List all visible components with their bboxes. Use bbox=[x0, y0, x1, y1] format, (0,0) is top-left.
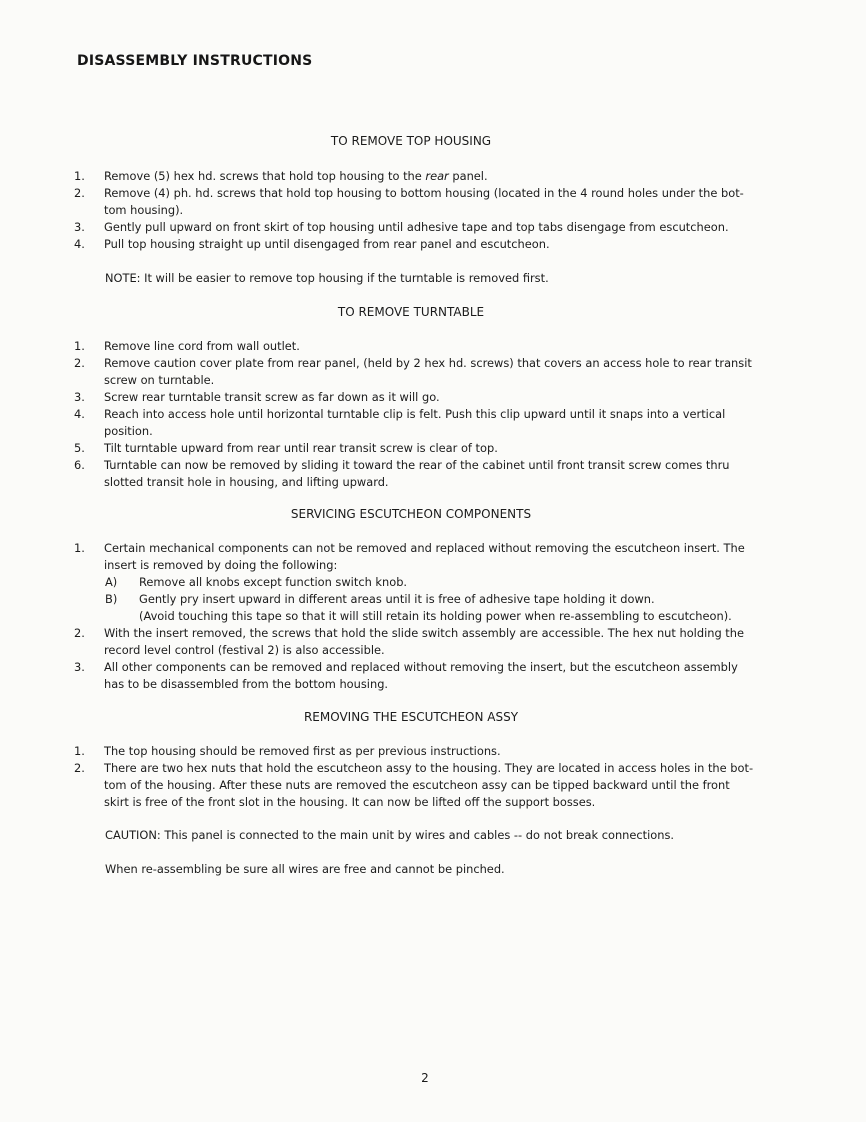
item-text: Remove caution cover plate from rear panel, (held by 2 hex hd. screws) that covers an access hole to rear transit screw on turntable. bbox=[104, 356, 752, 387]
list-item bbox=[74, 168, 754, 185]
item-number: 2. bbox=[74, 761, 85, 775]
list-item bbox=[74, 355, 754, 389]
item-number: 1. bbox=[74, 169, 85, 183]
section-heading-servicing-escutcheon: SERVICING ESCUTCHEON COMPONENTS bbox=[290, 507, 532, 521]
item-text: Turntable can now be removed by sliding it toward the rear of the cabinet until front transit screw comes thru slotted transit hole in housing, and lifting upward. bbox=[104, 458, 730, 489]
item-text: Tilt turntable upward from rear until rear transit screw is clear of top. bbox=[104, 441, 498, 455]
list-item bbox=[74, 760, 754, 811]
item-number: 5. bbox=[74, 441, 85, 455]
item-number: 6. bbox=[74, 458, 85, 472]
item-number: 4. bbox=[74, 407, 85, 421]
list-item bbox=[74, 540, 754, 574]
item-number: 3. bbox=[74, 660, 85, 674]
item-text: Remove (4) ph. hd. screws that hold top housing to bottom housing (located in the 4 round holes under the bot-tom housing). bbox=[104, 186, 744, 217]
list-item bbox=[74, 743, 754, 760]
section-heading-removing-escutcheon-assy: REMOVING THE ESCUTCHEON ASSY bbox=[303, 710, 519, 724]
item-text: With the insert removed, the screws that hold the slide switch assembly are accessible. The hex nut holding the record level control (festival 2) is also accessible. bbox=[104, 626, 744, 657]
list-item bbox=[74, 440, 754, 457]
item-number: 1. bbox=[74, 339, 85, 353]
sub-item-text: Remove all knobs except function switch knob. bbox=[139, 575, 408, 589]
final-note-text: When re-assembling be sure all wires are free and cannot be pinched. bbox=[105, 862, 505, 876]
item-text: Pull top housing straight up until disengaged from rear panel and escutcheon. bbox=[104, 237, 550, 251]
sub-item-label: A) bbox=[105, 575, 118, 589]
list-item bbox=[74, 406, 754, 440]
item-number: 2. bbox=[74, 356, 85, 370]
sub-note-text: (Avoid touching this tape so that it will still retain its holding power when re-assembling to escutcheon). bbox=[139, 609, 732, 623]
item-text: Remove line cord from wall outlet. bbox=[104, 339, 300, 353]
sub-item-label: B) bbox=[105, 592, 118, 606]
item-number: 2. bbox=[74, 626, 85, 640]
section-heading-remove-turntable: TO REMOVE TURNTABLE bbox=[337, 305, 485, 319]
list-item bbox=[74, 659, 754, 693]
item-text: Gently pull upward on front skirt of top housing until adhesive tape and top tabs disengage from escutcheon. bbox=[104, 220, 729, 234]
item-number: 3. bbox=[74, 390, 85, 404]
sub-item-text: Gently pry insert upward in different areas until it is free of adhesive tape holding it down. bbox=[139, 592, 655, 606]
item-number: 1. bbox=[74, 541, 85, 555]
note-text: NOTE: It will be easier to remove top housing if the turntable is removed first. bbox=[105, 271, 549, 285]
page-title: DISASSEMBLY INSTRUCTIONS bbox=[77, 53, 313, 69]
list-item bbox=[74, 457, 754, 491]
item-number: 3. bbox=[74, 220, 85, 234]
item-text: Reach into access hole until horizontal turntable clip is felt. Push this clip upward until it snaps into a vertical position. bbox=[104, 407, 726, 438]
item-number: 2. bbox=[74, 186, 85, 200]
list-item bbox=[74, 389, 754, 406]
item-text: Screw rear turntable transit screw as far down as it will go. bbox=[104, 390, 440, 404]
list-item bbox=[74, 338, 754, 355]
item-text: There are two hex nuts that hold the escutcheon assy to the housing. They are located in access holes in the bot-tom of the housing. After these nuts are removed the escutcheon assy can be tipped backward until the front skirt is free of the front slot in the housing. It can now be lifted off the support bosses. bbox=[104, 761, 754, 809]
page-number: 2 bbox=[421, 1071, 429, 1085]
sub-list-item bbox=[105, 591, 755, 608]
caution-text: CAUTION: This panel is connected to the main unit by wires and cables -- do not break connections. bbox=[105, 828, 675, 842]
list-item bbox=[74, 625, 754, 659]
item-text: Remove (5) hex hd. screws that hold top housing to the rear panel. bbox=[104, 169, 488, 183]
sub-list-item bbox=[105, 574, 755, 591]
list-item bbox=[74, 185, 754, 219]
item-text: The top housing should be removed first as per previous instructions. bbox=[104, 744, 501, 758]
item-text: Certain mechanical components can not be removed and replaced without removing the escutcheon insert. The insert is removed by doing the following: bbox=[104, 541, 745, 572]
item-number: 4. bbox=[74, 237, 85, 251]
item-number: 1. bbox=[74, 744, 85, 758]
list-item bbox=[74, 236, 754, 253]
list-item bbox=[74, 219, 754, 236]
sub-note bbox=[105, 608, 755, 625]
item-text: All other components can be removed and replaced without removing the insert, but the escutcheon assembly has to be disassembled from the bottom housing. bbox=[104, 660, 738, 691]
section-heading-remove-top-housing: TO REMOVE TOP HOUSING bbox=[330, 134, 492, 148]
